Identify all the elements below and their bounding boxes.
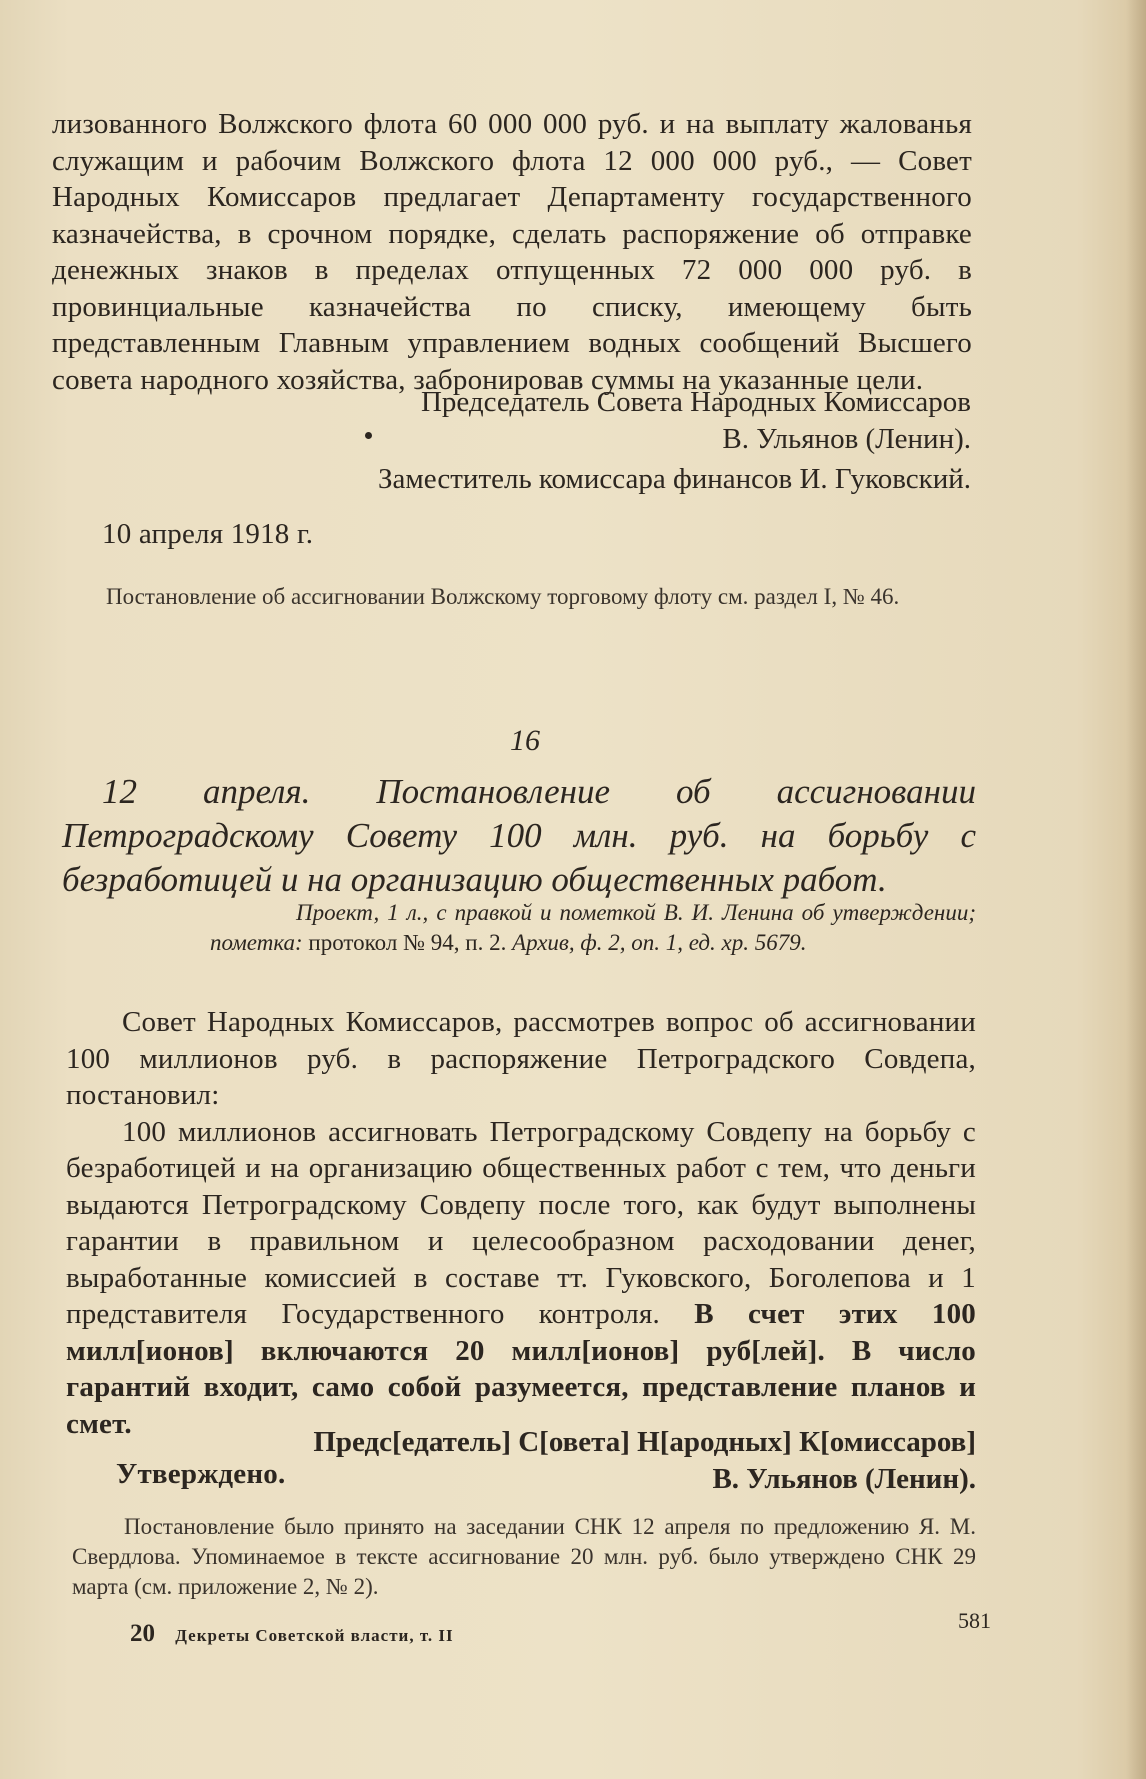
doc16-signature	[313, 1424, 976, 1497]
doc16-note-block	[72, 1512, 976, 1602]
doc15-paragraph: лизованного Волжского флота 60 000 000 руб. и на выплату жалованья служащим и рабочим Волжского флота 12 000 000 руб., — Совет Народных Комиссаров предлагает Департаменту государственного казначейства, в срочном порядке, сделать распоряжение об отправке денежных знаков в пределах отпущенных 72 000 000 руб. в провинциальные казначейства по списку, имеющему быть представленным Главным управлением водных сообщений Высшего совета народного хозяйства, забронировав суммы на указанные цели.	[52, 108, 972, 396]
doc15-date-block	[102, 516, 1022, 553]
page-edge-shadow	[1126, 0, 1146, 1779]
doc16-heading: 12 апреля. Постановление об ассигновании Петроградскому Совету 100 млн. руб. на борьбу с безработицей и на организацию общественных работ.	[62, 772, 976, 899]
doc16-sign-title: Предс[едатель] С[овета] Н[ародных] К[омиссаров]	[313, 1426, 976, 1458]
doc16-resolution-bold: В счет этих 100 милл[ионов] включаются 20 милл[ионов] руб[лей]. В число гарантий входит, само собой разумеется, представление планов и смет.	[66, 1298, 976, 1440]
doc16-source-part2: протокол № 94, п. 2.	[308, 930, 507, 955]
doc16-approved: Утверждено.	[116, 1458, 286, 1490]
page-footer	[130, 1620, 454, 1648]
doc16-resolution-text: 100 миллионов ассигновать Петроградскому Совдепу на борьбу с безработицей и на организацию общественных работ с тем, что деньги выдаются Петроградскому Совдепу после того, как будут выполнены гарантии в правильном и целесообразном расходовании денег, выработанные комиссией в составе тт. Гуковского, Боголепова и 1 представителя Государственного контроля.	[66, 1115, 976, 1330]
doc16-intro: Совет Народных Комиссаров, рассмотрев вопрос об ассигновании 100 миллионов руб. в распоряжение Петроградского Совдепа, постановил:	[66, 1006, 976, 1111]
doc16-source-block	[210, 898, 976, 958]
doc15-note-block	[52, 582, 976, 612]
doc15-note: Постановление об ассигновании Волжскому торговому флоту см. раздел I, № 46.	[106, 584, 900, 609]
doc15-sign-name: В. Ульянов (Ленин).	[722, 422, 971, 455]
doc16-sign-name: В. Ульянов (Ленин).	[712, 1462, 976, 1495]
doc16-number: 16	[510, 724, 540, 757]
ink-dot	[365, 432, 372, 439]
doc16-resolution	[66, 1114, 976, 1443]
doc15-text	[52, 106, 972, 398]
doc15-sign-title: Председатель Совета Народных Комиссаров	[420, 386, 971, 418]
book-title: Декреты Советской власти, т. II	[175, 1626, 454, 1645]
doc16-source-part3: Архив, ф. 2, оп. 1, ед. хр. 5679.	[512, 930, 807, 955]
page-number: 581	[958, 1608, 991, 1633]
doc15-signature	[421, 384, 971, 457]
doc16-heading-block	[62, 770, 976, 902]
doc15-date: 10 апреля 1918 г.	[102, 518, 314, 550]
doc16-note: Постановление было принято на заседании СНК 12 апреля по предложению Я. М. Свердлова. Упоминаемое в тексте ассигнование 20 млн. руб. было утверждено СНК 29 марта (см. приложение 2, № 2).	[72, 1514, 976, 1599]
doc16-source	[210, 898, 976, 958]
signature-number: 20	[130, 1620, 155, 1647]
doc16-source-part1: Проект, 1 л., с правкой и пометкой В. И. Ленина об утверждении; пометка:	[210, 900, 976, 955]
doc15-deputy: Заместитель комиссара финансов И. Гуковский.	[378, 463, 971, 495]
doc16-body	[66, 1004, 976, 1493]
